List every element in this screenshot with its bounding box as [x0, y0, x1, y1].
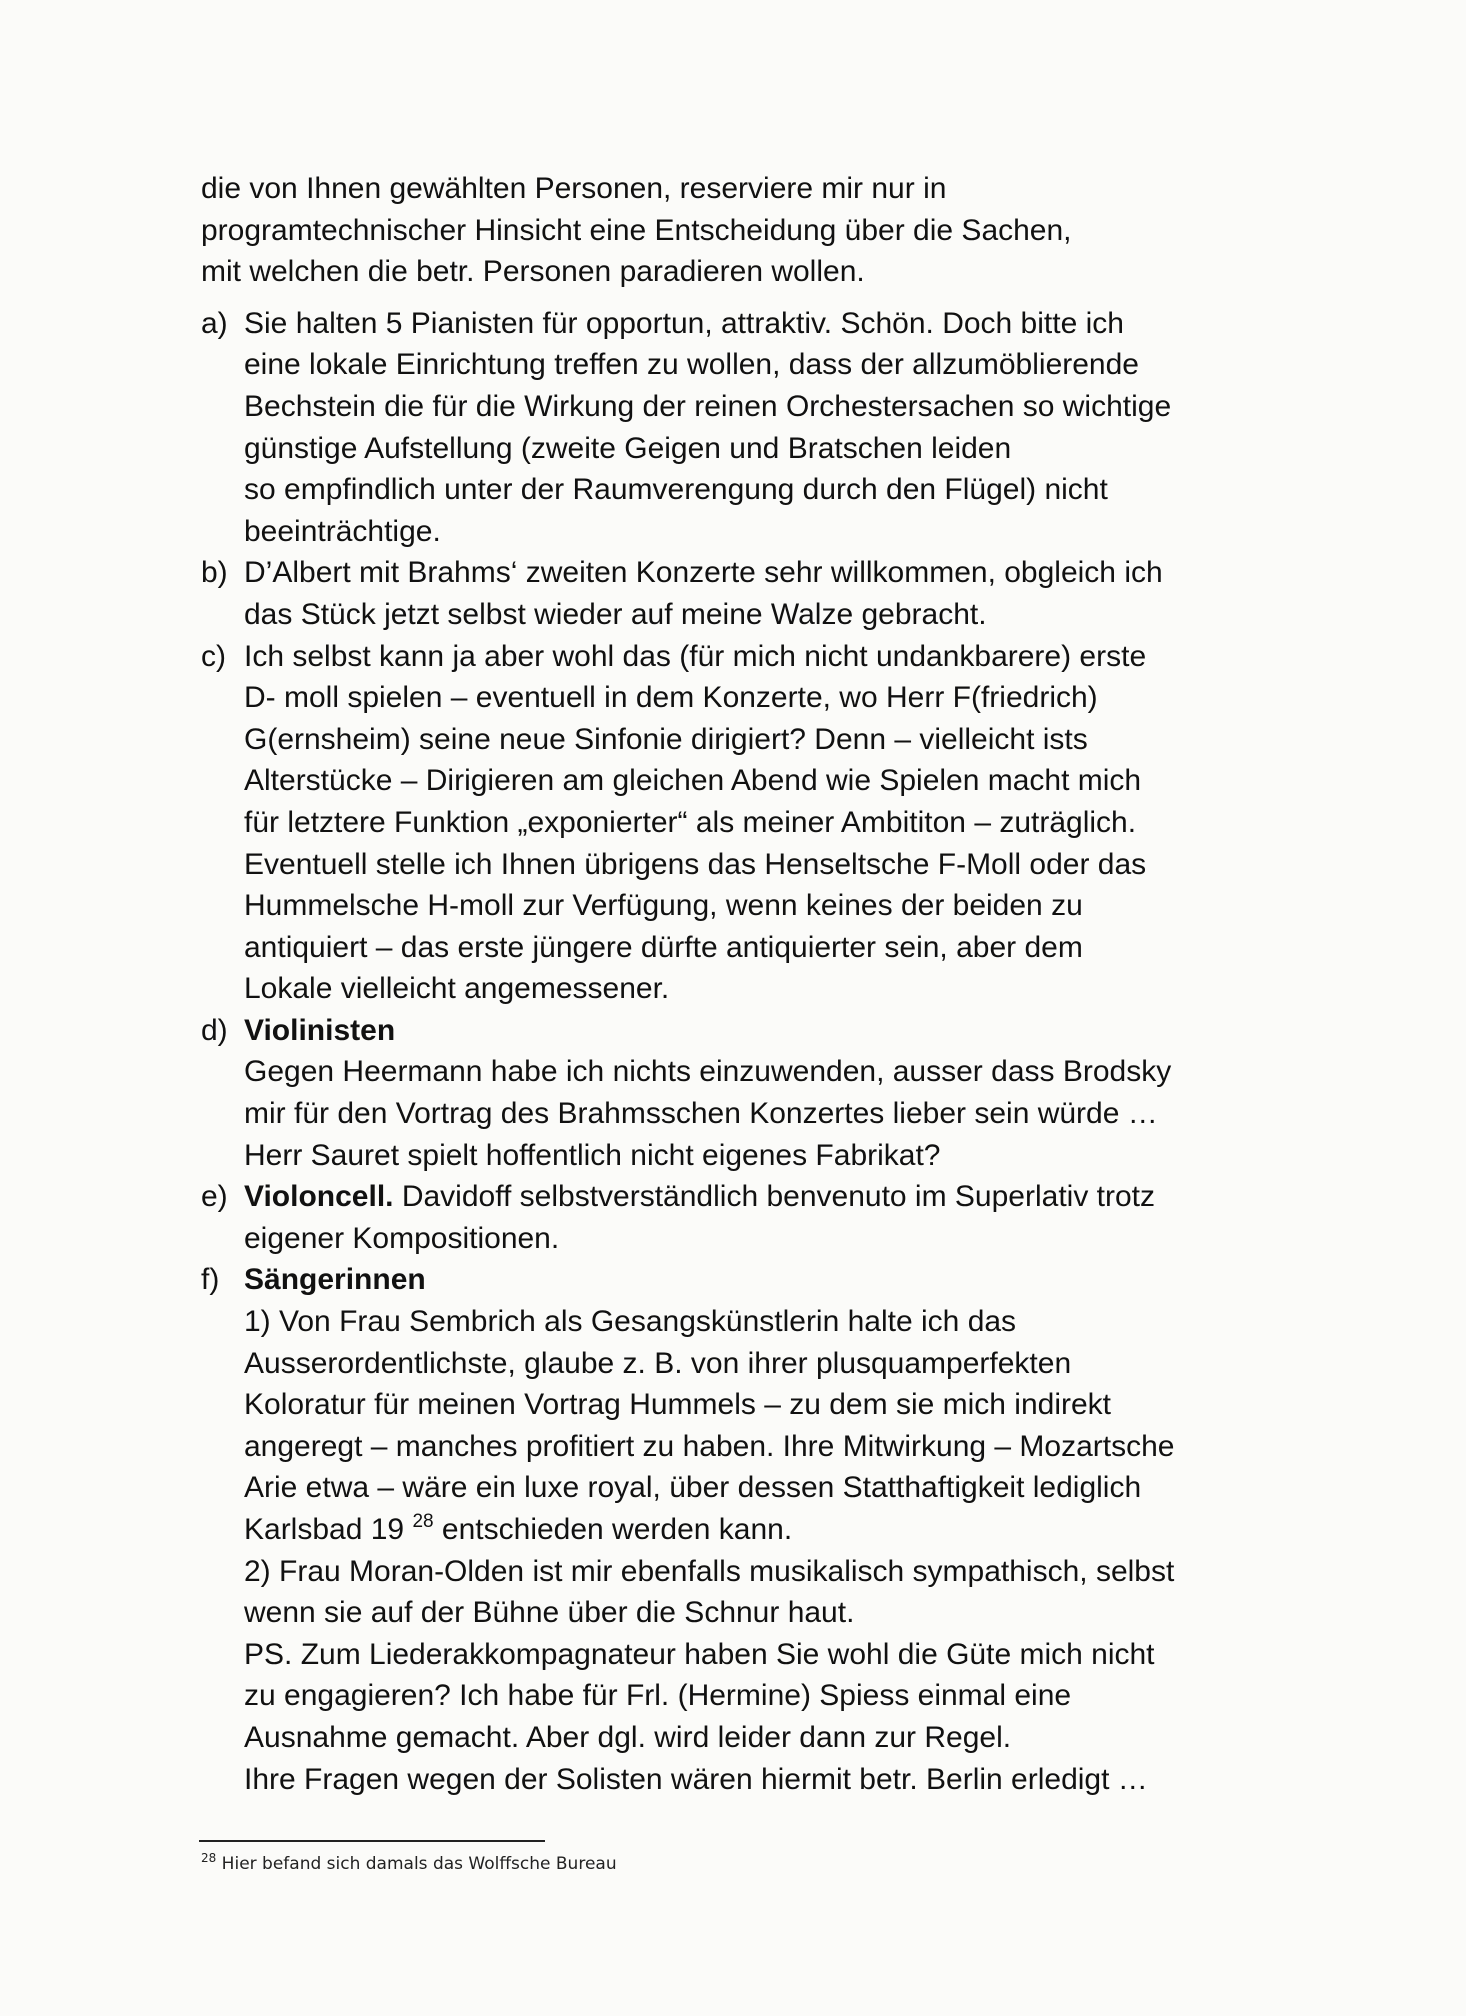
text-line: angeregt – manches profitiert zu haben. Ihre Mitwirkung – Mozartsche	[244, 1429, 1175, 1463]
footnote-reference: 28	[412, 1511, 434, 1532]
text-line	[244, 1176, 1311, 1218]
section-heading: Violinisten	[244, 1013, 396, 1047]
heading-rest: Davidoff selbstverständlich benvenuto im Superlativ trotz	[393, 1180, 1155, 1214]
text-line: Sie halten 5 Pianisten für opportun, attraktiv. Schön. Doch bitte ich	[244, 306, 1124, 340]
text-line: Arie etwa – wäre ein luxe royal, über dessen Statthaftigkeit lediglich	[244, 1471, 1142, 1505]
text-line: Koloratur für meinen Vortrag Hummels – zu dem sie mich indirekt	[244, 1388, 1112, 1422]
list-item-body	[244, 1259, 1311, 1800]
text-line: PS. Zum Liederakkompagnateur haben Sie wohl die Güte mich nicht	[244, 1637, 1155, 1671]
text-line: D- moll spielen – eventuell in dem Konzerte, wo Herr F(friedrich)	[244, 681, 1098, 715]
text-line: für letztere Funktion „exponierter“ als meiner Ambititon – zuträglich.	[244, 805, 1137, 839]
list-marker: a)	[201, 306, 228, 340]
list-item-body	[244, 636, 1311, 1010]
text-line: Herr Sauret spielt hoffentlich nicht eigenes Fabrikat?	[244, 1138, 941, 1172]
text-line: mit welchen die betr. Personen paradieren wollen.	[201, 255, 865, 289]
list-item-e	[201, 1176, 1311, 1259]
text-line: Bechstein die für die Wirkung der reinen Orchestersachen so wichtige	[244, 389, 1172, 423]
list-item-body	[244, 552, 1311, 635]
footnote	[201, 1851, 617, 1874]
text-fragment: Karlsbad 19	[244, 1513, 413, 1546]
list-item-a	[201, 303, 1311, 553]
text-line: wenn sie auf der Bühne über die Schnur haut.	[244, 1596, 855, 1630]
letter-page	[201, 168, 1311, 1800]
text-line: Ausnahme gemacht. Aber dgl. wird leider dann zur Regel.	[244, 1720, 1012, 1754]
list-marker: b)	[201, 556, 228, 590]
text-line: 2) Frau Moran-Olden ist mir ebenfalls musikalisch sympathisch, selbst	[244, 1554, 1175, 1588]
list-marker: d)	[201, 1013, 228, 1047]
text-line: programtechnischer Hinsicht eine Entscheidung über die Sachen,	[201, 213, 1072, 247]
text-line: Ich selbst kann ja aber wohl das (für mich nicht undankbarere) erste	[244, 639, 1147, 673]
section-heading: Sängerinnen	[244, 1263, 426, 1297]
list-item-body	[244, 1010, 1311, 1176]
list-item-b	[201, 552, 1311, 635]
list-item-f	[201, 1259, 1311, 1800]
text-line: Eventuell stelle ich Ihnen übrigens das Henseltsche F-Moll oder das	[244, 847, 1147, 881]
list-marker: e)	[201, 1180, 228, 1214]
text-line: das Stück jetzt selbst wieder auf meine Walze gebracht.	[244, 597, 987, 631]
text-line: G(ernsheim) seine neue Sinfonie dirigiert? Denn – vielleicht ists	[244, 722, 1088, 756]
text-line: beeinträchtige.	[244, 514, 441, 548]
text-line: Lokale vielleicht angemessener.	[244, 972, 670, 1006]
text-line: zu engagieren? Ich habe für Frl. (Hermine) Spiess einmal eine	[244, 1679, 1072, 1713]
text-line: D’Albert mit Brahms‘ zweiten Konzerte sehr willkommen, obgleich ich	[244, 556, 1163, 590]
text-line: antiquiert – das erste jüngere dürfte antiquierter sein, aber dem	[244, 930, 1083, 964]
footnote-text: Hier befand sich damals das Wolffsche Bureau	[216, 1854, 617, 1874]
text-line	[244, 1509, 1311, 1551]
text-line: 1) Von Frau Sembrich als Gesangskünstlerin halte ich das	[244, 1305, 1017, 1339]
list-item-c	[201, 636, 1311, 1010]
text-line: Gegen Heermann habe ich nichts einzuwenden, ausser dass Brodsky	[244, 1055, 1172, 1089]
list-marker: c)	[201, 639, 226, 673]
section-heading: Violoncell.	[244, 1180, 394, 1214]
text-fragment: entschieden werden kann.	[433, 1513, 793, 1546]
text-line: eine lokale Einrichtung treffen zu wollen, dass der allzumöblierende	[244, 348, 1139, 382]
footnote-separator	[199, 1840, 545, 1842]
text-line: Alterstücke – Dirigieren am gleichen Abend wie Spielen macht mich	[244, 764, 1142, 798]
list-item-d	[201, 1010, 1311, 1176]
text-line: Ihre Fragen wegen der Solisten wären hiermit betr. Berlin erledigt …	[244, 1762, 1148, 1796]
text-line: mir für den Vortrag des Brahmsschen Konzertes lieber sein würde …	[244, 1097, 1158, 1131]
footnote-number: 28	[201, 1851, 217, 1865]
text-line: so empfindlich unter der Raumverengung durch den Flügel) nicht	[244, 473, 1108, 507]
text-line: eigener Kompositionen.	[244, 1221, 560, 1255]
text-line: Hummelsche H-moll zur Verfügung, wenn keines der beiden zu	[244, 889, 1083, 923]
text-line: günstige Aufstellung (zweite Geigen und Bratschen leiden	[244, 431, 1012, 465]
list-item-body	[244, 1176, 1311, 1259]
intro-paragraph	[201, 168, 1311, 293]
text-line: Ausserordentlichste, glaube z. B. von ihrer plusquamperfekten	[244, 1346, 1072, 1380]
list-item-body	[244, 303, 1311, 553]
list-marker: f)	[201, 1263, 220, 1297]
text-line: die von Ihnen gewählten Personen, reserviere mir nur in	[201, 172, 947, 205]
